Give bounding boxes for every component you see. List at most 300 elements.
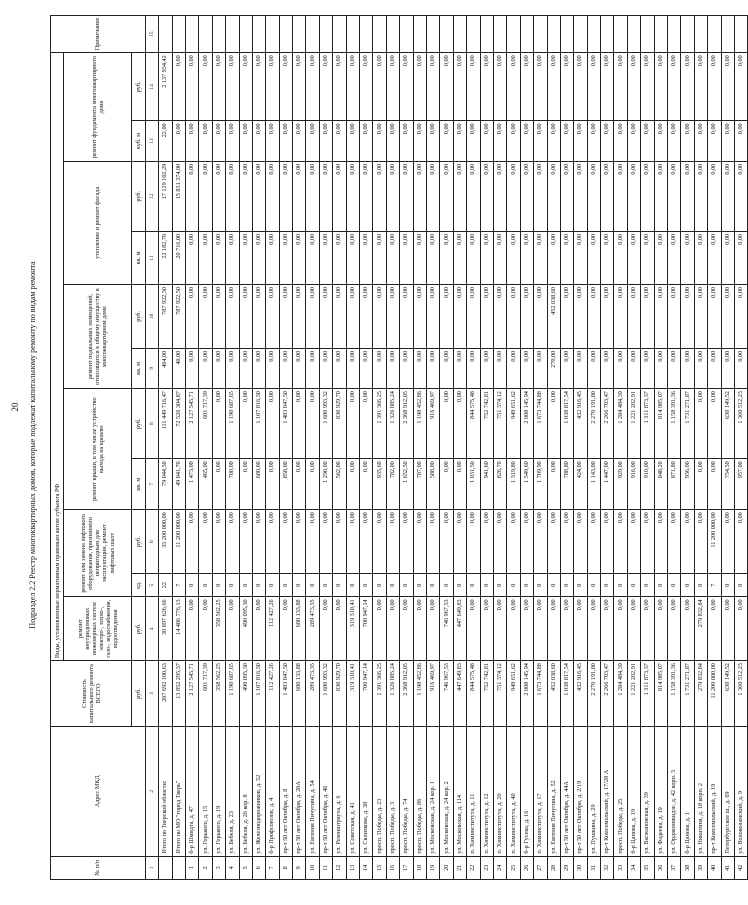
- elevator-cost-cell: 0,00: [507, 510, 520, 574]
- elevator-units-cell: 0: [721, 573, 734, 596]
- total-cost-cell: 1 391 366,25: [373, 661, 386, 727]
- elevator-cost-cell: 0,00: [668, 510, 681, 574]
- column-index: 1: [145, 856, 158, 879]
- elevator-units-cell: 0: [306, 573, 319, 596]
- foundation-volume-cell: 0,00: [185, 121, 198, 161]
- table-row: [681, 16, 694, 880]
- facade-area-cell: 0,00: [467, 231, 480, 284]
- facade-area-cell: 0,00: [306, 231, 319, 284]
- engineering-cost-cell: 0,00: [480, 597, 493, 661]
- table-row: [306, 16, 319, 880]
- facade-area-cell: 0,00: [426, 231, 439, 284]
- col-no-header: № п/п: [51, 856, 146, 879]
- foundation-volume-cell: 0,00: [279, 121, 292, 161]
- engineering-cost-cell: 0,00: [226, 597, 239, 661]
- foundation-cost-cell: 0,00: [721, 53, 734, 121]
- facade-area-cell: 0,00: [266, 231, 279, 284]
- facade-cost-cell: 0,00: [681, 161, 694, 231]
- foundation-volume-cell: 0,00: [172, 121, 185, 161]
- facade-area-cell: 0,00: [333, 231, 346, 284]
- roof-cost-cell: 1 311 873,37: [641, 389, 654, 459]
- roof-area-cell: 0,00: [239, 459, 252, 510]
- facade-area-cell: 0,00: [668, 231, 681, 284]
- row-number: 32: [601, 856, 614, 879]
- facade-area-cell: 0,00: [654, 231, 667, 284]
- roof-area-cell: 787,00: [413, 459, 426, 510]
- facade-cost-cell: 0,00: [587, 161, 600, 231]
- note-cell: [426, 16, 439, 53]
- foundation-cost-cell: 2 137 934,42: [159, 53, 172, 121]
- basement-area-cell: 0,00: [641, 348, 654, 388]
- basement-area-cell: 0,00: [480, 348, 493, 388]
- elevator-units-cell: 0: [400, 573, 413, 596]
- roof-area-cell: 826,70: [493, 459, 506, 510]
- address-cell: пр-т Комсомольский, д. 17/28 А: [601, 726, 614, 856]
- address-cell: ул. Евгения Пичугина, д. 54: [306, 726, 319, 856]
- facade-cost-cell: 0,00: [453, 161, 466, 231]
- elevator-units-cell: 0: [587, 573, 600, 596]
- table-row: [440, 16, 453, 880]
- engineering-cost-cell: 0,00: [668, 597, 681, 661]
- engineering-cost-cell: 700 947,14: [360, 597, 373, 661]
- engineering-cost-cell: 0,00: [319, 597, 332, 661]
- row-number: 38: [681, 856, 694, 879]
- address-cell: ул. Горького, д. 19: [212, 726, 225, 856]
- elevator-units-cell: 0: [627, 573, 640, 596]
- address-cell: ул. Железнодорожников, д. 52: [252, 726, 265, 856]
- foundation-volume-cell: 0,00: [413, 121, 426, 161]
- facade-cost-cell: 0,00: [574, 161, 587, 231]
- elevator-units-cell: 22: [159, 573, 172, 596]
- basement-cost-cell: 0,00: [708, 284, 721, 348]
- total-cost-cell: 2 270 191,00: [587, 661, 600, 727]
- roof-area-cell: 871,80: [668, 459, 681, 510]
- foundation-cost-cell: 0,00: [534, 53, 547, 121]
- note-cell: [574, 16, 587, 53]
- basement-area-cell: 0,00: [400, 348, 413, 388]
- roof-area-cell: 935,60: [373, 459, 386, 510]
- elevator-cost-cell: 0,00: [239, 510, 252, 574]
- table-row: [226, 16, 239, 880]
- address-cell: ул. Московская, д. 24 кор. 2: [440, 726, 453, 856]
- foundation-volume-cell: 0,00: [306, 121, 319, 161]
- foundation-cost-cell: 0,00: [480, 53, 493, 121]
- elevator-cost-cell: 0,00: [440, 510, 453, 574]
- total-cost-cell: 916 469,97: [426, 661, 439, 727]
- facade-cost-cell: 0,00: [373, 161, 386, 231]
- roof-cost-cell: 0,00: [346, 389, 359, 459]
- elevator-cost-cell: 0,00: [252, 510, 265, 574]
- basement-cost-cell: 0,00: [306, 284, 319, 348]
- facade-area-cell: 0,00: [574, 231, 587, 284]
- foundation-volume-cell: 0,00: [507, 121, 520, 161]
- row-number: 17: [400, 856, 413, 879]
- address-cell: п. Химинститута, д. 12: [480, 726, 493, 856]
- basement-area-cell: 270,00: [547, 348, 560, 388]
- column-index: 7: [145, 459, 158, 510]
- table-row: [279, 16, 292, 880]
- elevator-units-cell: 0: [560, 573, 573, 596]
- elevator-cost-cell: 0,00: [226, 510, 239, 574]
- basement-area-cell: 0,00: [453, 348, 466, 388]
- basement-cost-cell: 452 038,60: [547, 284, 560, 348]
- foundation-volume-cell: 0,00: [346, 121, 359, 161]
- address-cell: ул. Бебеля, д. 26 кор. 8: [239, 726, 252, 856]
- foundation-volume-cell: 0,00: [212, 121, 225, 161]
- basement-cost-cell: 0,00: [721, 284, 734, 348]
- facade-area-cell: 0,00: [386, 231, 399, 284]
- foundation-volume-cell: 0,00: [252, 121, 265, 161]
- elevator-cost-cell: 0,00: [212, 510, 225, 574]
- elevator-cost-cell: 0,00: [587, 510, 600, 574]
- table-row: [627, 16, 640, 880]
- total-cost-cell: 13 852 295,37: [172, 661, 185, 727]
- table-row: [386, 16, 399, 880]
- foundation-volume-cell: 0,00: [467, 121, 480, 161]
- facade-cost-cell: 0,00: [493, 161, 506, 231]
- roof-cost-cell: 1 731 271,87: [681, 389, 694, 459]
- address-cell: б-р Гусева, д. 16: [520, 726, 533, 856]
- facade-cost-cell: 0,00: [601, 161, 614, 231]
- facade-area-cell: 0,00: [694, 231, 707, 284]
- column-index: 12: [145, 161, 158, 231]
- column-index: 15: [145, 16, 158, 53]
- foundation-cost-cell: 0,00: [694, 53, 707, 121]
- elevator-cost-cell: 0,00: [681, 510, 694, 574]
- basement-cost-cell: 0,00: [373, 284, 386, 348]
- facade-cost-cell: 0,00: [386, 161, 399, 231]
- address-cell: п. Химинститута, д. 11: [467, 726, 480, 856]
- foundation-cost-cell: 0,00: [440, 53, 453, 121]
- roof-cost-cell: 0,00: [694, 389, 707, 459]
- row-number: 1: [185, 856, 198, 879]
- roof-area-cell: 910,00: [641, 459, 654, 510]
- facade-cost-cell: 0,00: [185, 161, 198, 231]
- roof-area-cell: 0,00: [346, 459, 359, 510]
- facade-cost-cell: 0,00: [507, 161, 520, 231]
- address-cell: просп. Победы, д. 23: [373, 726, 386, 856]
- total-cost-cell: 746 967,53: [440, 661, 453, 727]
- facade-cost-cell: 0,00: [668, 161, 681, 231]
- total-cost-cell: 490 095,30: [239, 661, 252, 727]
- unit-header: руб.: [132, 284, 145, 348]
- column-index: 9: [145, 348, 158, 388]
- elevator-cost-cell: 0,00: [279, 510, 292, 574]
- note-cell: [440, 16, 453, 53]
- address-cell: п. Химинститута, д. 17: [534, 726, 547, 856]
- basement-area-cell: 0,00: [614, 348, 627, 388]
- facade-cost-cell: 0,00: [520, 161, 533, 231]
- total-cost-cell: 1 107 816,30: [252, 661, 265, 727]
- address-cell: п. Химинститута, д. 20: [493, 726, 506, 856]
- total-cost-cell: 1 731 271,87: [681, 661, 694, 727]
- roof-area-cell: 1 447,00: [601, 459, 614, 510]
- engineering-cost-cell: 447 649,83: [453, 597, 466, 661]
- engineering-cost-cell: 0,00: [721, 597, 734, 661]
- roof-area-cell: 1 031,50: [467, 459, 480, 510]
- facade-cost-cell: 0,00: [734, 161, 747, 231]
- elevator-cost-cell: 0,00: [293, 510, 306, 574]
- roof-area-cell: 936,00: [681, 459, 694, 510]
- row-number: 12: [333, 856, 346, 879]
- elevator-cost-cell: 0,00: [694, 510, 707, 574]
- basement-cost-cell: 787 922,50: [159, 284, 172, 348]
- table-row: [520, 16, 533, 880]
- foundation-cost-cell: 0,00: [333, 53, 346, 121]
- foundation-volume-cell: 0,00: [426, 121, 439, 161]
- total-cost-cell: 1 198 452,86: [413, 661, 426, 727]
- elevator-units-cell: 0: [252, 573, 265, 596]
- foundation-volume-cell: 0,00: [440, 121, 453, 161]
- elevator-cost-cell: 0,00: [360, 510, 373, 574]
- note-cell: [172, 16, 185, 53]
- basement-cost-cell: 0,00: [480, 284, 493, 348]
- basement-area-cell: 0,00: [520, 348, 533, 388]
- facade-area-cell: 0,00: [185, 231, 198, 284]
- table-row: [346, 16, 359, 880]
- address-cell: ул. Московская, д. 24 кор. 1: [426, 726, 439, 856]
- facade-area-cell: 0,00: [681, 231, 694, 284]
- facade-cost-cell: 0,00: [333, 161, 346, 231]
- facade-area-cell: 0,00: [493, 231, 506, 284]
- row-number: 13: [346, 856, 359, 879]
- total-cost-cell: 601 717,39: [199, 661, 212, 727]
- basement-area-cell: 0,00: [279, 348, 292, 388]
- foundation-cost-cell: 0,00: [601, 53, 614, 121]
- basement-area-cell: 0,00: [426, 348, 439, 388]
- row-number: 22: [467, 856, 480, 879]
- table-row: [172, 16, 185, 880]
- basement-cost-cell: 0,00: [413, 284, 426, 348]
- roof-area-cell: 49 041,70: [172, 459, 185, 510]
- address-cell: ул. Розенштрауха, д. 6: [333, 726, 346, 856]
- table-row: [293, 16, 306, 880]
- table-row: [266, 16, 279, 880]
- basement-area-cell: 0,00: [668, 348, 681, 388]
- address-cell: пр-т 50 лет Октября, д. 44А: [560, 726, 573, 856]
- foundation-cost-cell: 0,00: [493, 53, 506, 121]
- table-row: [319, 16, 332, 880]
- column-index: 5: [145, 573, 158, 596]
- address-cell: пр-т 50 лет Октября, д. 20А: [293, 726, 306, 856]
- roof-cost-cell: 1 673 744,88: [534, 389, 547, 459]
- foundation-cost-cell: 0,00: [239, 53, 252, 121]
- facade-cost-cell: 0,00: [279, 161, 292, 231]
- address-cell: ул. Вагжановская, д. 39: [641, 726, 654, 856]
- roof-cost-cell: 0,00: [453, 389, 466, 459]
- elevator-units-cell: 0: [507, 573, 520, 596]
- foundation-volume-cell: 0,00: [226, 121, 239, 161]
- table-row: [360, 16, 373, 880]
- row-number: 7: [266, 856, 279, 879]
- col-facade-header: утепление и ремонт фасада: [64, 161, 132, 284]
- facade-area-cell: 0,00: [319, 231, 332, 284]
- roof-cost-cell: 0,00: [708, 389, 721, 459]
- roof-cost-cell: 0,00: [440, 389, 453, 459]
- foundation-cost-cell: 0,00: [226, 53, 239, 121]
- row-number: [159, 856, 172, 879]
- elevator-units-cell: 0: [641, 573, 654, 596]
- note-cell: [734, 16, 747, 53]
- engineering-cost-cell: 0,00: [708, 597, 721, 661]
- facade-area-cell: 0,00: [520, 231, 533, 284]
- facade-cost-cell: 0,00: [708, 161, 721, 231]
- total-cost-cell: 289 473,35: [306, 661, 319, 727]
- roof-cost-cell: 844 575,48: [467, 389, 480, 459]
- roof-cost-cell: 830 929,70: [333, 389, 346, 459]
- roof-area-cell: 79 044,50: [159, 459, 172, 510]
- facade-area-cell: 22 182,70: [159, 231, 172, 284]
- engineering-cost-cell: 0,00: [386, 597, 399, 661]
- row-number: [172, 856, 185, 879]
- facade-area-cell: 0,00: [627, 231, 640, 284]
- row-number: 19: [426, 856, 439, 879]
- roof-cost-cell: 2 270 191,00: [587, 389, 600, 459]
- row-number: 41: [721, 856, 734, 879]
- facade-area-cell: 0,00: [373, 231, 386, 284]
- basement-area-cell: 0,00: [266, 348, 279, 388]
- address-cell: Итого по Тверской области:: [159, 726, 172, 856]
- basement-area-cell: 40,00: [172, 348, 185, 388]
- facade-cost-cell: 0,00: [252, 161, 265, 231]
- elevator-units-cell: 0: [614, 573, 627, 596]
- elevator-cost-cell: 0,00: [627, 510, 640, 574]
- elevator-cost-cell: 0,00: [386, 510, 399, 574]
- foundation-cost-cell: 0,00: [587, 53, 600, 121]
- table-row: [734, 16, 747, 880]
- note-cell: [319, 16, 332, 53]
- table-row: [547, 16, 560, 880]
- foundation-cost-cell: 0,00: [319, 53, 332, 121]
- roof-area-cell: 0,00: [547, 459, 560, 510]
- facade-cost-cell: 17 129 102,29: [159, 161, 172, 231]
- registry-table: [50, 15, 748, 880]
- note-cell: [614, 16, 627, 53]
- facade-cost-cell: 0,00: [480, 161, 493, 231]
- basement-area-cell: 0,00: [346, 348, 359, 388]
- facade-area-cell: 0,00: [480, 231, 493, 284]
- address-cell: просп. Победы, д. 25: [614, 726, 627, 856]
- foundation-cost-cell: 0,00: [547, 53, 560, 121]
- row-number: 25: [507, 856, 520, 879]
- roof-area-cell: 1 652,50: [400, 459, 413, 510]
- elevator-cost-cell: 0,00: [185, 510, 198, 574]
- total-cost-cell: 2 127 545,71: [185, 661, 198, 727]
- elevator-units-cell: 0: [520, 573, 533, 596]
- basement-cost-cell: 0,00: [199, 284, 212, 348]
- row-number: 33: [614, 856, 627, 879]
- note-cell: [681, 16, 694, 53]
- roof-cost-cell: 1 391 366,25: [373, 389, 386, 459]
- engineering-cost-cell: 0,00: [641, 597, 654, 661]
- foundation-volume-cell: 0,00: [560, 121, 573, 161]
- table-row: [614, 16, 627, 880]
- basement-area-cell: 0,00: [373, 348, 386, 388]
- facade-cost-cell: 0,00: [440, 161, 453, 231]
- engineering-cost-cell: 0,00: [614, 597, 627, 661]
- foundation-cost-cell: 0,00: [185, 53, 198, 121]
- elevator-units-cell: 0: [601, 573, 614, 596]
- foundation-cost-cell: 0,00: [507, 53, 520, 121]
- foundation-cost-cell: 0,00: [654, 53, 667, 121]
- note-cell: [293, 16, 306, 53]
- row-number: 26: [520, 856, 533, 879]
- roof-area-cell: 1 473,00: [185, 459, 198, 510]
- foundation-cost-cell: 0,00: [467, 53, 480, 121]
- basement-area-cell: 0,00: [212, 348, 225, 388]
- elevator-cost-cell: 0,00: [654, 510, 667, 574]
- col-basement-header: ремонт подвальных помещений, относящихся к общему имуществу в многоквартирном доме: [64, 284, 132, 388]
- engineering-cost-cell: 358 562,25: [212, 597, 225, 661]
- note-cell: [306, 16, 319, 53]
- foundation-volume-cell: 0,00: [373, 121, 386, 161]
- roof-cost-cell: 432 916,45: [574, 389, 587, 459]
- total-cost-cell: 1 360 512,23: [734, 661, 747, 727]
- foundation-volume-cell: 0,00: [721, 121, 734, 161]
- engineering-cost-cell: 0,00: [507, 597, 520, 661]
- foundation-cost-cell: 0,00: [614, 53, 627, 121]
- foundation-cost-cell: 0,00: [453, 53, 466, 121]
- foundation-volume-cell: 0,00: [574, 121, 587, 161]
- note-cell: [373, 16, 386, 53]
- basement-cost-cell: 0,00: [734, 284, 747, 348]
- basement-cost-cell: 0,00: [520, 284, 533, 348]
- col-address-header: Адрес МКД: [51, 726, 146, 856]
- facade-cost-cell: 15 831 374,00: [172, 161, 185, 231]
- unit-header: кв. м: [132, 348, 145, 388]
- foundation-cost-cell: 0,00: [386, 53, 399, 121]
- facade-cost-cell: 0,00: [614, 161, 627, 231]
- note-cell: [641, 16, 654, 53]
- elevator-units-cell: 7: [172, 573, 185, 596]
- facade-area-cell: 0,00: [614, 231, 627, 284]
- table-row: [400, 16, 413, 880]
- basement-area-cell: 0,00: [627, 348, 640, 388]
- engineering-cost-cell: 0,00: [373, 597, 386, 661]
- roof-area-cell: 0,00: [212, 459, 225, 510]
- foundation-volume-cell: 22,00: [159, 121, 172, 161]
- facade-area-cell: 0,00: [734, 231, 747, 284]
- note-cell: [266, 16, 279, 53]
- roof-area-cell: 0,00: [306, 459, 319, 510]
- roof-area-cell: 1 709,90: [534, 459, 547, 510]
- engineering-cost-cell: 14 486 776,13: [172, 597, 185, 661]
- engineering-cost-cell: 0,00: [185, 597, 198, 661]
- note-cell: [239, 16, 252, 53]
- address-cell: просп. Победы, д. 3: [386, 726, 399, 856]
- row-number: 16: [386, 856, 399, 879]
- roof-area-cell: 0,00: [266, 459, 279, 510]
- basement-cost-cell: 0,00: [360, 284, 373, 348]
- facade-area-cell: 0,00: [226, 231, 239, 284]
- basement-cost-cell: 787 922,50: [172, 284, 185, 348]
- row-number: 5: [239, 856, 252, 879]
- facade-area-cell: 0,00: [534, 231, 547, 284]
- basement-area-cell: 464,00: [159, 348, 172, 388]
- facade-area-cell: 0,00: [239, 231, 252, 284]
- basement-cost-cell: 0,00: [333, 284, 346, 348]
- address-cell: ул. Орджоникидзе, д. 42 корп. 3: [668, 726, 681, 856]
- note-cell: [668, 16, 681, 53]
- foundation-volume-cell: 0,00: [534, 121, 547, 161]
- column-index: 2: [145, 726, 158, 856]
- engineering-cost-cell: 0,00: [520, 597, 533, 661]
- row-number: 40: [708, 856, 721, 879]
- col-foundation-header: ремонт фундамента многоквартирного дома: [64, 53, 132, 161]
- roof-cost-cell: 1 198 452,86: [413, 389, 426, 459]
- unit-header: руб.: [132, 161, 145, 231]
- table-row: [694, 16, 707, 880]
